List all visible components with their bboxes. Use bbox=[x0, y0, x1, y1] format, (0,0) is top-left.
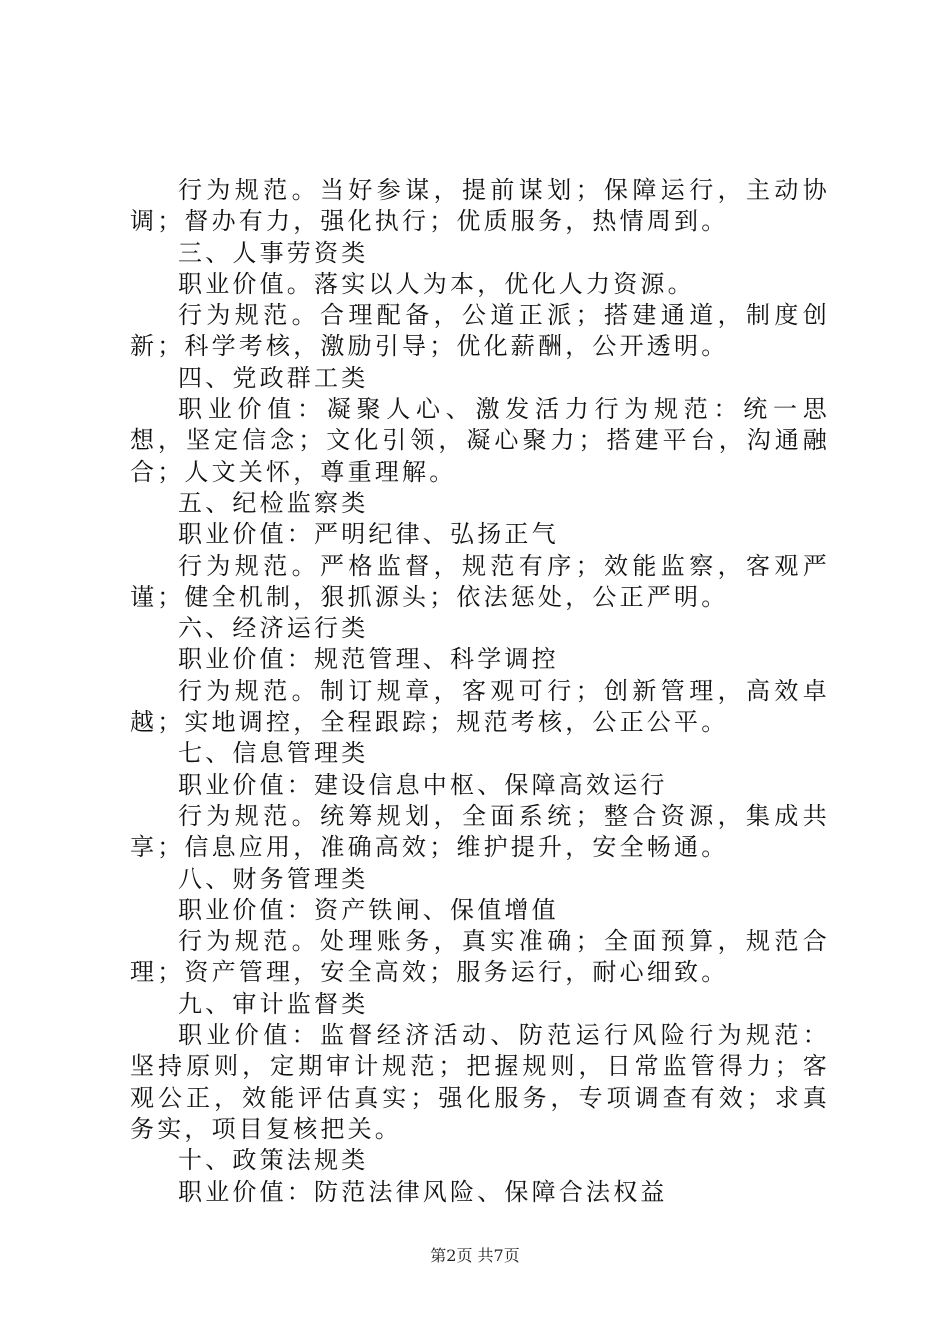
paragraph: 职业价值。落实以人为本，优化人力资源。 bbox=[178, 269, 695, 298]
paragraph: 行为规范。当好参谋，提前谋划；保障运行，主动协调；督办有力，强化执行；优质服务，热情周到。 bbox=[130, 176, 830, 236]
section-heading: 七、信息管理类 bbox=[178, 739, 369, 768]
paragraph: 职业价值：监督经济活动、防范运行风险行为规范：坚持原则，定期审计规范；把握规则，日常监管得力；客观公正，效能评估真实；强化服务，专项调查有效；求真务实，项目复核把关。 bbox=[130, 1021, 830, 1143]
paragraph: 职业价值：凝聚人心、激发活力行为规范：统一思想，坚定信念；文化引领，凝心聚力；搭建平台，沟通融合；人文关怀，尊重理解。 bbox=[130, 395, 830, 486]
section-heading: 六、经济运行类 bbox=[178, 614, 369, 643]
section-heading: 九、审计监督类 bbox=[178, 989, 369, 1018]
paragraph: 行为规范。制订规章，客观可行；创新管理，高效卓越；实地调控，全程跟踪；规范考核，公正公平。 bbox=[130, 676, 830, 737]
paragraph: 行为规范。处理账务，真实准确；全面预算，规范合理；资产管理，安全高效；服务运行，耐心细致。 bbox=[130, 927, 830, 987]
section-heading: 四、党政群工类 bbox=[178, 363, 369, 392]
paragraph: 职业价值：严明纪律、弘扬正气 bbox=[178, 520, 559, 549]
paragraph: 职业价值：建设信息中枢、保障高效运行 bbox=[178, 770, 668, 799]
section-heading: 八、财务管理类 bbox=[178, 864, 369, 893]
page-number-footer: 第2页 共7页 bbox=[430, 1246, 520, 1265]
section-heading: 三、人事劳资类 bbox=[178, 238, 369, 267]
paragraph: 职业价值：资产铁闸、保值增值 bbox=[178, 895, 559, 924]
paragraph: 行为规范。严格监督，规范有序；效能监察，客观严谨；健全机制，狠抓源头；依法惩处，公正严明。 bbox=[130, 551, 830, 611]
paragraph: 行为规范。合理配备，公道正派；搭建通道，制度创新；科学考核，激励引导；优化薪酬，公开透明。 bbox=[130, 301, 830, 361]
paragraph: 行为规范。统筹规划，全面系统；整合资源，集成共享；信息应用，准确高效；维护提升，安全畅通。 bbox=[130, 801, 830, 862]
section-heading: 五、纪检监察类 bbox=[178, 488, 369, 517]
paragraph: 职业价值：防范法律风险、保障合法权益 bbox=[178, 1177, 668, 1206]
document-body bbox=[130, 175, 830, 1208]
paragraph: 职业价值：规范管理、科学调控 bbox=[178, 645, 559, 674]
section-heading: 十、政策法规类 bbox=[178, 1146, 369, 1175]
